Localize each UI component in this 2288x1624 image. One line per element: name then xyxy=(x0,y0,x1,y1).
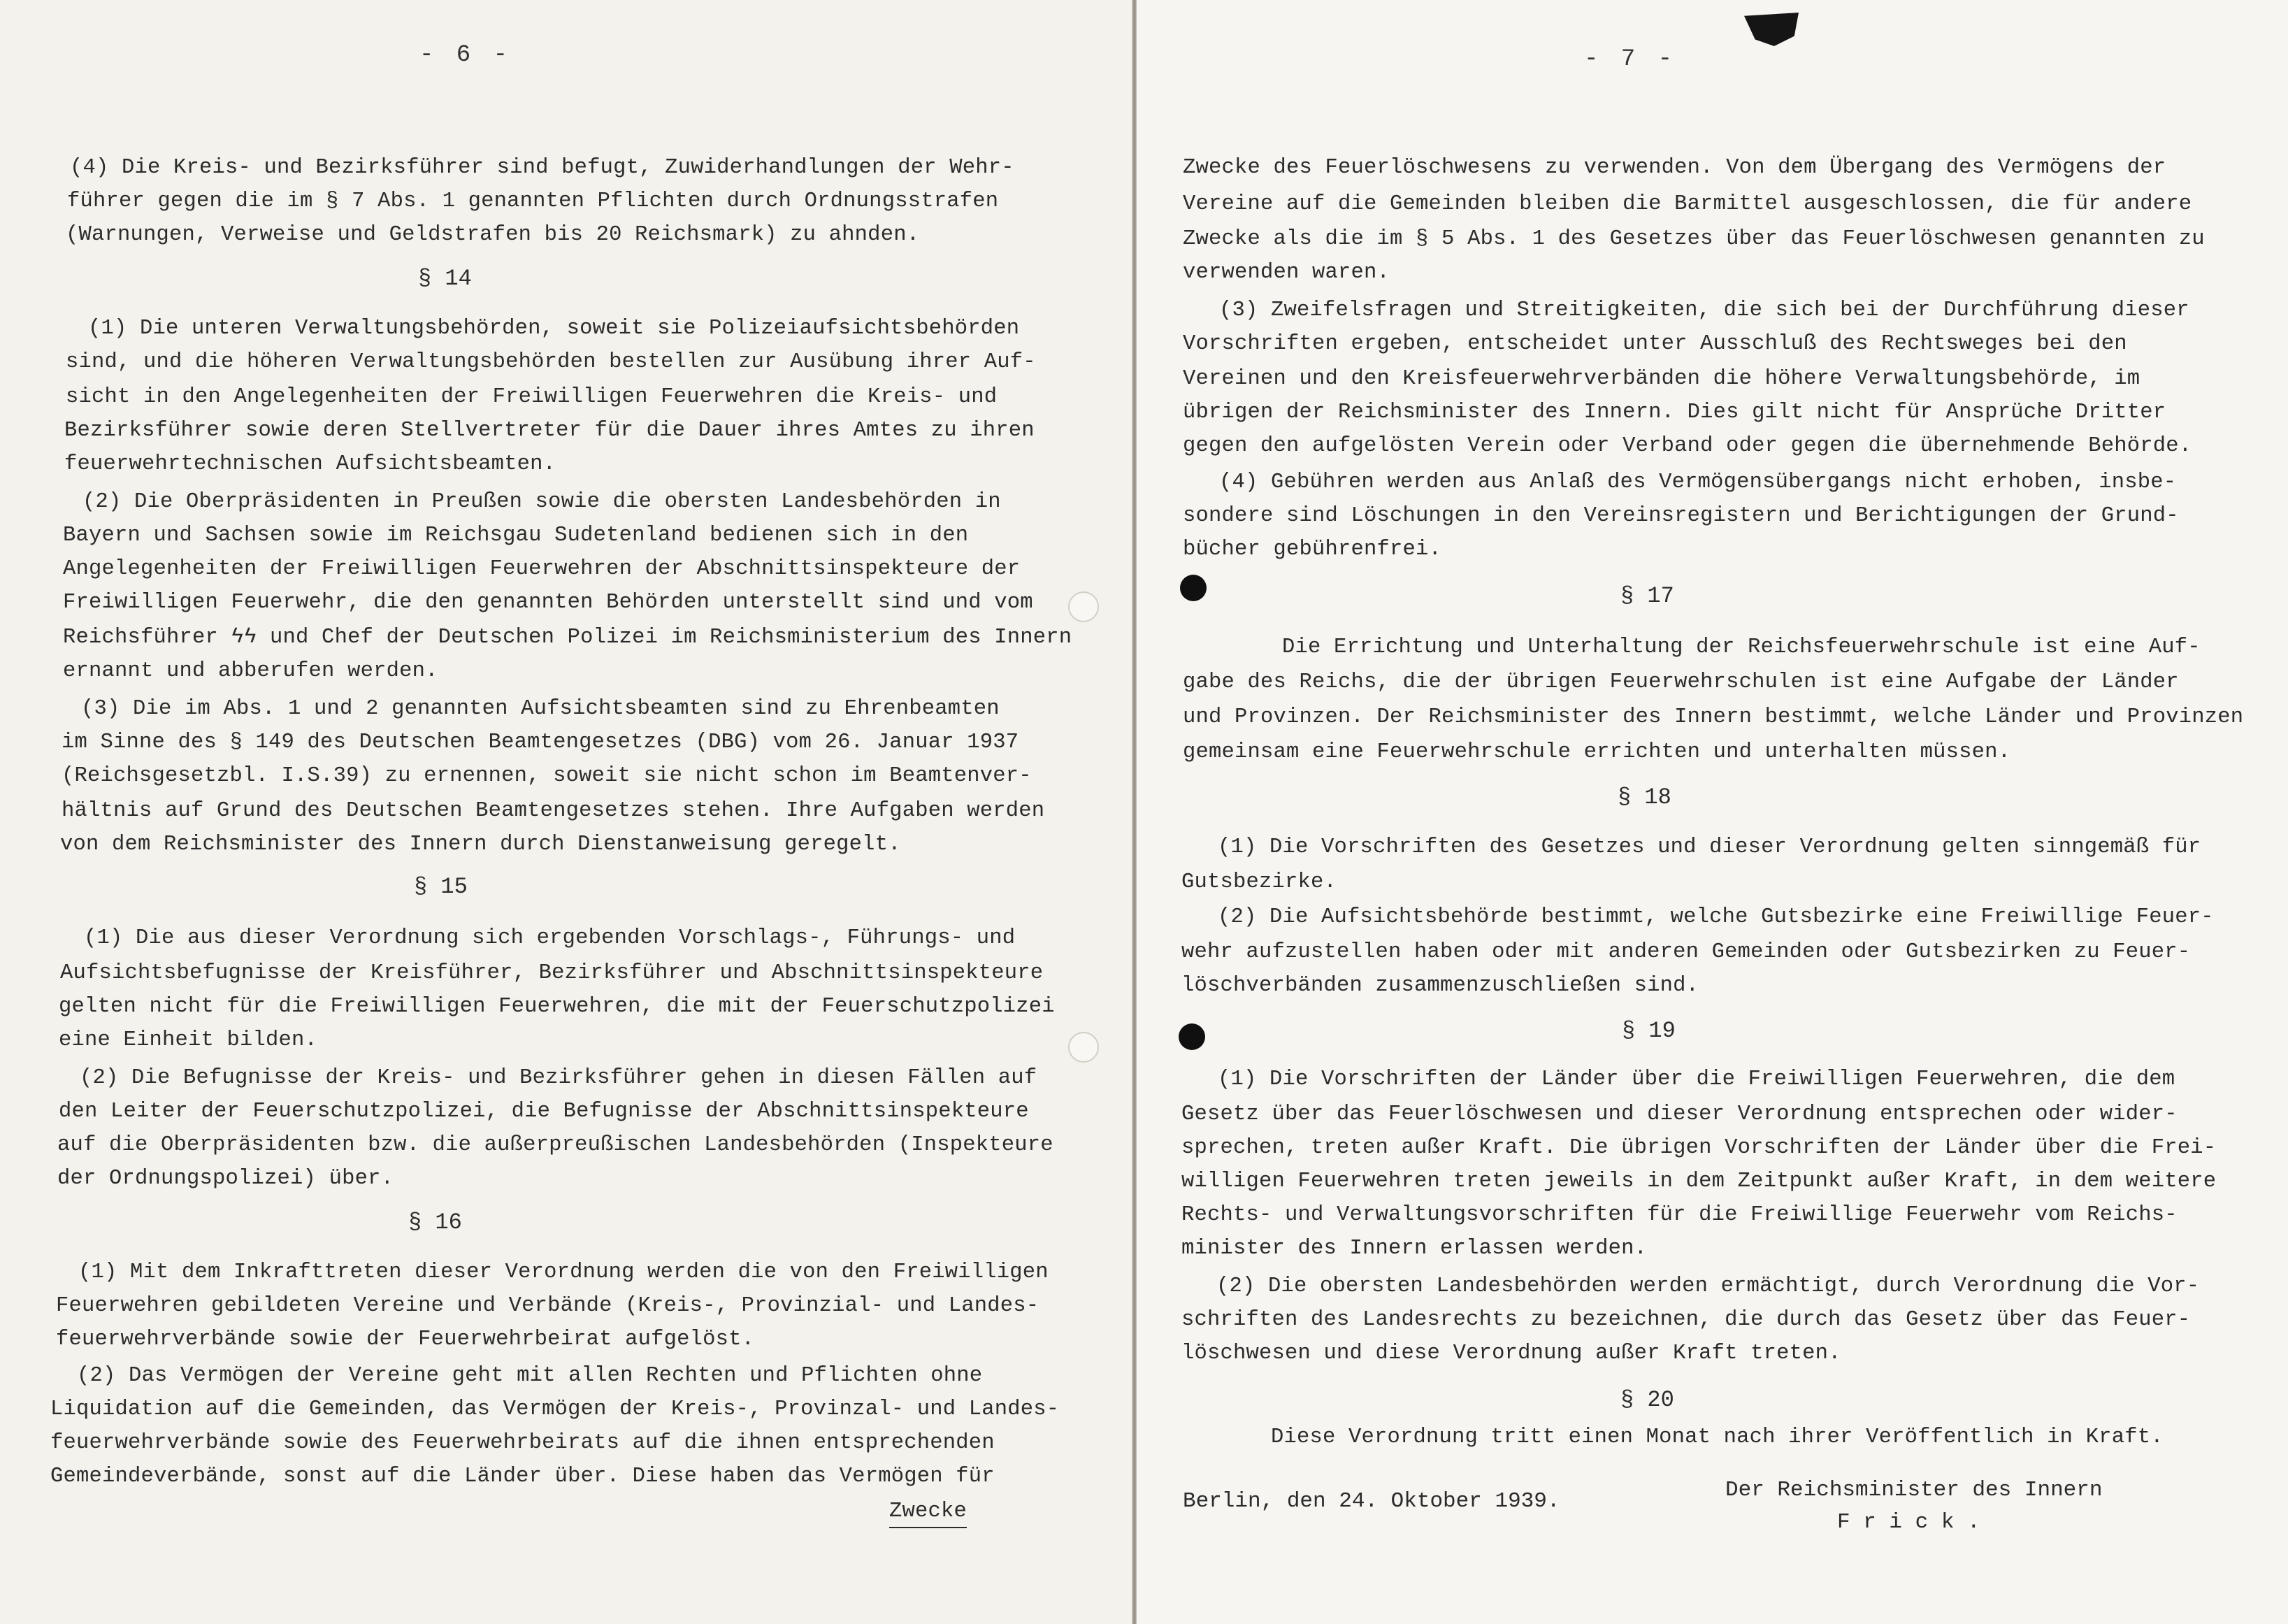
text-line: hältnis auf Grund des Deutschen Beamtengesetzes stehen. Ihre Aufgaben werden xyxy=(62,799,1045,823)
punch-hole xyxy=(1179,1023,1205,1050)
text-line: Zwecke als die im § 5 Abs. 1 des Gesetzes über das Feuerlöschwesen genannten zu xyxy=(1183,227,2205,251)
text-line: von dem Reichsminister des Innern durch Dienstanweisung geregelt. xyxy=(60,833,901,856)
text-line: (1) Die Vorschriften des Gesetzes und dieser Verordnung gelten sinngemäß für xyxy=(1218,835,2201,859)
text-line: (2) Die Oberpräsidenten in Preußen sowie die obersten Landesbehörden in xyxy=(82,490,1001,514)
text-line: sondere sind Löschungen in den Vereinsregistern und Berichtigungen der Grund- xyxy=(1183,504,2179,528)
punch-hole-mark xyxy=(1068,1032,1099,1063)
punch-hole-mark xyxy=(1068,591,1099,622)
text-line: (2) Die obersten Landesbehörden werden ermächtigt, durch Verordnung die Vor- xyxy=(1216,1274,2200,1298)
text-line: Vorschriften ergeben, entscheidet unter Ausschluß des Rechtsweges bei den xyxy=(1183,332,2127,356)
text-line: sind, und die höheren Verwaltungsbehörden bestellen zur Ausübung ihrer Auf- xyxy=(66,350,1036,374)
section-heading: § 19 xyxy=(1622,1018,1676,1044)
text-line: Aufsichtsbefugnisse der Kreisführer, Bezirksführer und Abschnittsinspekteure xyxy=(60,961,1044,985)
text-line: (Reichsgesetzbl. I.S.39) zu ernennen, soweit sie nicht schon im Beamtenver- xyxy=(62,764,1032,788)
text-line: sicht in den Angelegenheiten der Freiwilligen Feuerwehren die Kreis- und xyxy=(66,385,998,409)
text-line: ernannt und abberufen werden. xyxy=(63,659,438,683)
text-line: wehr aufzustellen haben oder mit anderen Gemeinden oder Gutsbezirken zu Feuer- xyxy=(1181,940,2191,964)
text-line: (1) Die unteren Verwaltungsbehörden, soweit sie Polizeiaufsichtsbehörden xyxy=(88,317,1020,340)
text-line: gabe des Reichs, die der übrigen Feuerwehrschulen ist eine Aufgabe der Länder xyxy=(1183,670,2179,694)
text-line: Vereinen und den Kreisfeuerwehrverbänden die höhere Verwaltungsbehörde, im xyxy=(1183,367,2140,391)
text-line: (1) Mit dem Inkrafttreten dieser Verordnung werden die von den Freiwilligen xyxy=(78,1260,1049,1284)
text-line: (1) Die aus dieser Verordnung sich ergebenden Vorschlags-, Führungs- und xyxy=(84,926,1016,950)
text-line: Gemeindeverbände, sonst auf die Länder über. Diese haben das Vermögen für xyxy=(50,1465,995,1488)
text-line: Reichsführer ϟϟ und Chef der Deutschen Polizei im Reichsministerium des Innern xyxy=(63,626,1072,649)
text-line: Freiwilligen Feuerwehr, die den genannten Behörden unterstellt sind und vom xyxy=(63,591,1033,615)
text-line: der Ordnungspolizei) über. xyxy=(57,1167,394,1191)
text-line: Rechts- und Verwaltungsvorschriften für die Freiwillige Feuerwehr vom Reichs- xyxy=(1181,1203,2178,1227)
text-line: (1) Die Vorschriften der Länder über die Freiwilligen Feuerwehren, die dem xyxy=(1218,1068,2175,1091)
text-line: schriften des Landesrechts zu bezeichnen, die durch das Gesetz über das Feuer- xyxy=(1181,1308,2191,1332)
text-line: sprechen, treten außer Kraft. Die übrigen Vorschriften der Länder über die Frei- xyxy=(1181,1136,2217,1160)
left-page xyxy=(0,0,1132,1624)
left-page-text xyxy=(0,0,1132,1624)
right-page xyxy=(1137,0,2288,1624)
text-line: Bezirksführer sowie deren Stellvertreter für die Dauer ihres Amtes zu ihren xyxy=(64,419,1035,443)
text-line: (3) Die im Abs. 1 und 2 genannten Aufsichtsbeamten sind zu Ehrenbeamten xyxy=(81,697,1000,721)
text-line: Angelegenheiten der Freiwilligen Feuerwehren der Abschnittsinspekteure der xyxy=(63,557,1021,581)
text-line: bücher gebührenfrei. xyxy=(1183,538,1442,561)
text-line: Zwecke des Feuerlöschwesens zu verwenden. Von dem Übergang des Vermögens der xyxy=(1183,156,2166,180)
page-number: - 7 - xyxy=(1584,46,1677,73)
text-line: Die Errichtung und Unterhaltung der Reichsfeuerwehrschule ist eine Auf- xyxy=(1282,635,2201,659)
text-line: und Provinzen. Der Reichsminister des Innern bestimmt, welche Länder und Provinzen xyxy=(1183,705,2244,729)
text-line: willigen Feuerwehren treten jeweils in dem Zeitpunkt außer Kraft, in dem weitere xyxy=(1181,1170,2217,1193)
text-line: (Warnungen, Verweise und Geldstrafen bis 20 Reichsmark) zu ahnden. xyxy=(66,223,920,247)
text-line: gelten nicht für die Freiwilligen Feuerwehren, die mit der Feuerschutzpolizei xyxy=(59,995,1055,1019)
text-line: feuerwehrverbände sowie des Feuerwehrbeirats auf die ihnen entsprechenden xyxy=(50,1431,995,1455)
section-heading: § 16 xyxy=(408,1209,462,1235)
section-heading: § 20 xyxy=(1620,1387,1674,1413)
text-line: (4) Gebühren werden aus Anlaß des Vermögensübergangs nicht erhoben, insbe- xyxy=(1219,470,2177,494)
text-line: löschwesen und diese Verordnung außer Kraft treten. xyxy=(1181,1342,1841,1365)
text-line: (4) Die Kreis- und Bezirksführer sind befugt, Zuwiderhandlungen der Wehr- xyxy=(70,156,1014,180)
place-date: Berlin, den 24. Oktober 1939. xyxy=(1183,1489,1560,1514)
text-line: minister des Innern erlassen werden. xyxy=(1181,1237,1648,1260)
text-line: eine Einheit bilden. xyxy=(59,1028,318,1052)
text-line: auf die Oberpräsidenten bzw. die außerpreußischen Landesbehörden (Inspekteure xyxy=(57,1133,1053,1157)
text-line: den Leiter der Feuerschutzpolizei, die Befugnisse der Abschnittsinspekteure xyxy=(59,1100,1029,1123)
text-line: gemeinsam eine Feuerwehrschule errichten und unterhalten müssen. xyxy=(1183,740,2011,764)
section-heading: § 17 xyxy=(1620,583,1674,609)
text-line: Gutsbezirke. xyxy=(1181,870,1337,894)
text-line: löschverbänden zusammenzuschließen sind. xyxy=(1181,974,1699,998)
text-line: übrigen der Reichsminister des Innern. Dies gilt nicht für Ansprüche Dritter xyxy=(1183,401,2166,424)
text-line: (3) Zweifelsfragen und Streitigkeiten, die sich bei der Durchführung dieser xyxy=(1219,299,2189,322)
text-line: im Sinne des § 149 des Deutschen Beamtengesetzes (DBG) vom 26. Januar 1937 xyxy=(62,731,1019,754)
signatory-title: Der Reichsminister des Innern xyxy=(1725,1478,2103,1502)
punch-hole xyxy=(1180,575,1207,601)
text-line: Vereine auf die Gemeinden bleiben die Barmittel ausgeschlossen, die für andere xyxy=(1183,192,2192,216)
text-line: feuerwehrverbände sowie der Feuerwehrbeirat aufgelöst. xyxy=(56,1328,755,1351)
page-number: - 6 - xyxy=(419,42,512,69)
text-line: feuerwehrtechnischen Aufsichtsbeamten. xyxy=(64,452,556,476)
section-heading: § 18 xyxy=(1618,784,1671,810)
text-line: (2) Die Aufsichtsbehörde bestimmt, welche Gutsbezirke eine Freiwillige Feuer- xyxy=(1218,905,2214,929)
section-heading: § 15 xyxy=(414,874,468,900)
text-line: (2) Die Befugnisse der Kreis- und Bezirksführer gehen in diesen Fällen auf xyxy=(80,1066,1037,1090)
section-heading: § 14 xyxy=(418,266,472,292)
text-line: Diese Verordnung tritt einen Monat nach ihrer Veröffentlich in Kraft. xyxy=(1271,1425,2164,1449)
text-line: (2) Das Vermögen der Vereine geht mit allen Rechten und Pflichten ohne xyxy=(77,1364,983,1388)
text-line: Gesetz über das Feuerlöschwesen und dieser Verordnung entsprechen oder wider- xyxy=(1181,1102,2178,1126)
text-line: führer gegen die im § 7 Abs. 1 genannten Pflichten durch Ordnungsstrafen xyxy=(67,189,999,213)
text-line: verwenden waren. xyxy=(1183,261,1390,285)
text-line: gegen den aufgelösten Verein oder Verband oder gegen die übernehmende Behörde. xyxy=(1183,434,2192,458)
text-line: Feuerwehren gebildeten Vereine und Verbände (Kreis-, Provinzial- und Landes- xyxy=(56,1294,1039,1318)
right-page-text xyxy=(1137,0,2288,1624)
text-line: Liquidation auf die Gemeinden, das Vermögen der Kreis-, Provinzal- und Landes- xyxy=(50,1397,1060,1421)
text-line: Bayern und Sachsen sowie im Reichsgau Sudetenland bedienen sich in den xyxy=(63,524,969,547)
catchword: Zwecke xyxy=(889,1496,967,1528)
signatory-name: F r i c k . xyxy=(1837,1510,1980,1535)
